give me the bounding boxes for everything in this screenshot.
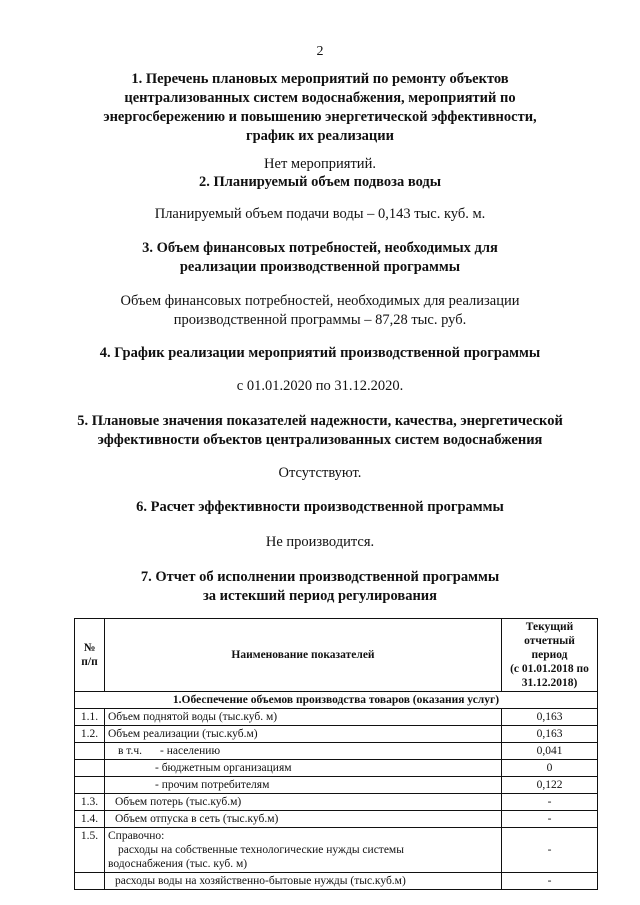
title-line: энергосбережению и повышению энергетической эффективности, (103, 109, 537, 125)
row-name: Объем потерь (тыс.куб.м) (105, 794, 502, 811)
section-7-title (40, 568, 600, 606)
title-line: график их реализации (245, 128, 394, 144)
section-3-title (40, 239, 600, 277)
section-2-title: 2. Планируемый объем подвоза воды (198, 174, 442, 190)
section-2-text: Планируемый объем подачи воды – 0,143 тыс. куб. м. (154, 206, 486, 222)
row-num: 1.4. (75, 811, 105, 828)
section-cell: 1.Обеспечение объемов производства товаров (оказания услуг) (75, 692, 598, 709)
row-value: 0,163 (502, 726, 598, 743)
row-name-text: - населению (160, 745, 221, 757)
section-4-text: с 01.01.2020 по 31.12.2020. (236, 378, 404, 394)
row-num (75, 743, 105, 760)
table-row (75, 828, 598, 873)
header-text: 31.12.2018) (521, 677, 578, 689)
row-name-line: расходы на собственные технологические нужды системы (118, 844, 404, 856)
table-row (75, 726, 598, 743)
title-line: 7. Отчет об исполнении производственной программы (140, 569, 500, 585)
table-row (75, 743, 598, 760)
table-row (75, 794, 598, 811)
row-prefix: в т.ч. (118, 745, 142, 757)
row-num: 1.5. (75, 828, 105, 873)
text-line: Объем финансовых потребностей, необходимых для реализации (120, 293, 520, 309)
row-num: 1.2. (75, 726, 105, 743)
header-text: отчетный период (524, 635, 575, 661)
section-5-title (20, 412, 620, 450)
row-name: - прочим потребителям (105, 777, 502, 794)
title-line: за истекший период регулирования (202, 588, 438, 604)
row-num (75, 760, 105, 777)
row-value: - (502, 828, 598, 873)
header-text: Текущий (525, 621, 574, 633)
table-section-row (75, 692, 598, 709)
title-line: 1. Перечень плановых мероприятий по ремонту объектов (131, 71, 509, 87)
row-value: 0 (502, 760, 598, 777)
header-text: п/п (81, 656, 98, 668)
row-num: 1.1. (75, 709, 105, 726)
text-line: производственной программы – 87,28 тыс. руб. (173, 312, 467, 328)
section-6-title: 6. Расчет эффективности производственной программы (136, 499, 504, 515)
header-name: Наименование показателей (105, 619, 502, 692)
table-row (75, 777, 598, 794)
table-header-row (75, 619, 598, 692)
report-table (74, 618, 598, 890)
row-name: - бюджетным организациям (105, 760, 502, 777)
row-name-line: Справочно: (108, 830, 165, 842)
table-row (75, 760, 598, 777)
row-value: 0,122 (502, 777, 598, 794)
header-period (502, 619, 598, 692)
header-num (75, 619, 105, 692)
row-name: Объем поднятой воды (тыс.куб. м) (105, 709, 502, 726)
section-4-title: 4. График реализации мероприятий производственной программы (99, 345, 541, 361)
section-5-text: Отсутствуют. (278, 465, 362, 481)
table-row (75, 709, 598, 726)
title-line: 3. Объем финансовых потребностей, необходимых для (142, 240, 498, 256)
row-num (75, 873, 105, 890)
row-name: расходы воды на хозяйственно-бытовые нужды (тыс.куб.м) (105, 873, 502, 890)
section-3-text (40, 292, 600, 330)
title-line: 5. Плановые значения показателей надежности, качества, энергетической (77, 413, 563, 429)
title-line: централизованных систем водоснабжения, мероприятий по (124, 90, 516, 106)
row-name: Объем отпуска в сеть (тыс.куб.м) (105, 811, 502, 828)
row-name (105, 743, 502, 760)
table-row (75, 811, 598, 828)
row-value: - (502, 794, 598, 811)
row-value: - (502, 811, 598, 828)
row-value: 0,163 (502, 709, 598, 726)
section-1-title (40, 70, 600, 146)
page-number: 2 (316, 44, 324, 59)
table-row (75, 873, 598, 890)
section-6-text: Не производится. (265, 534, 375, 550)
header-text: № (83, 642, 96, 654)
row-value: - (502, 873, 598, 890)
title-line: эффективности объектов централизованных систем водоснабжения (97, 432, 543, 448)
row-num: 1.3. (75, 794, 105, 811)
title-line: реализации производственной программы (179, 259, 461, 275)
row-name-line: водоснабжения (тыс. куб. м) (108, 858, 248, 870)
row-num (75, 777, 105, 794)
row-name: Объем реализации (тыс.куб.м) (105, 726, 502, 743)
header-text: (с 01.01.2018 по (510, 663, 589, 675)
section-1-text: Нет мероприятий. (264, 156, 376, 172)
row-name (105, 828, 502, 873)
row-value: 0,041 (502, 743, 598, 760)
